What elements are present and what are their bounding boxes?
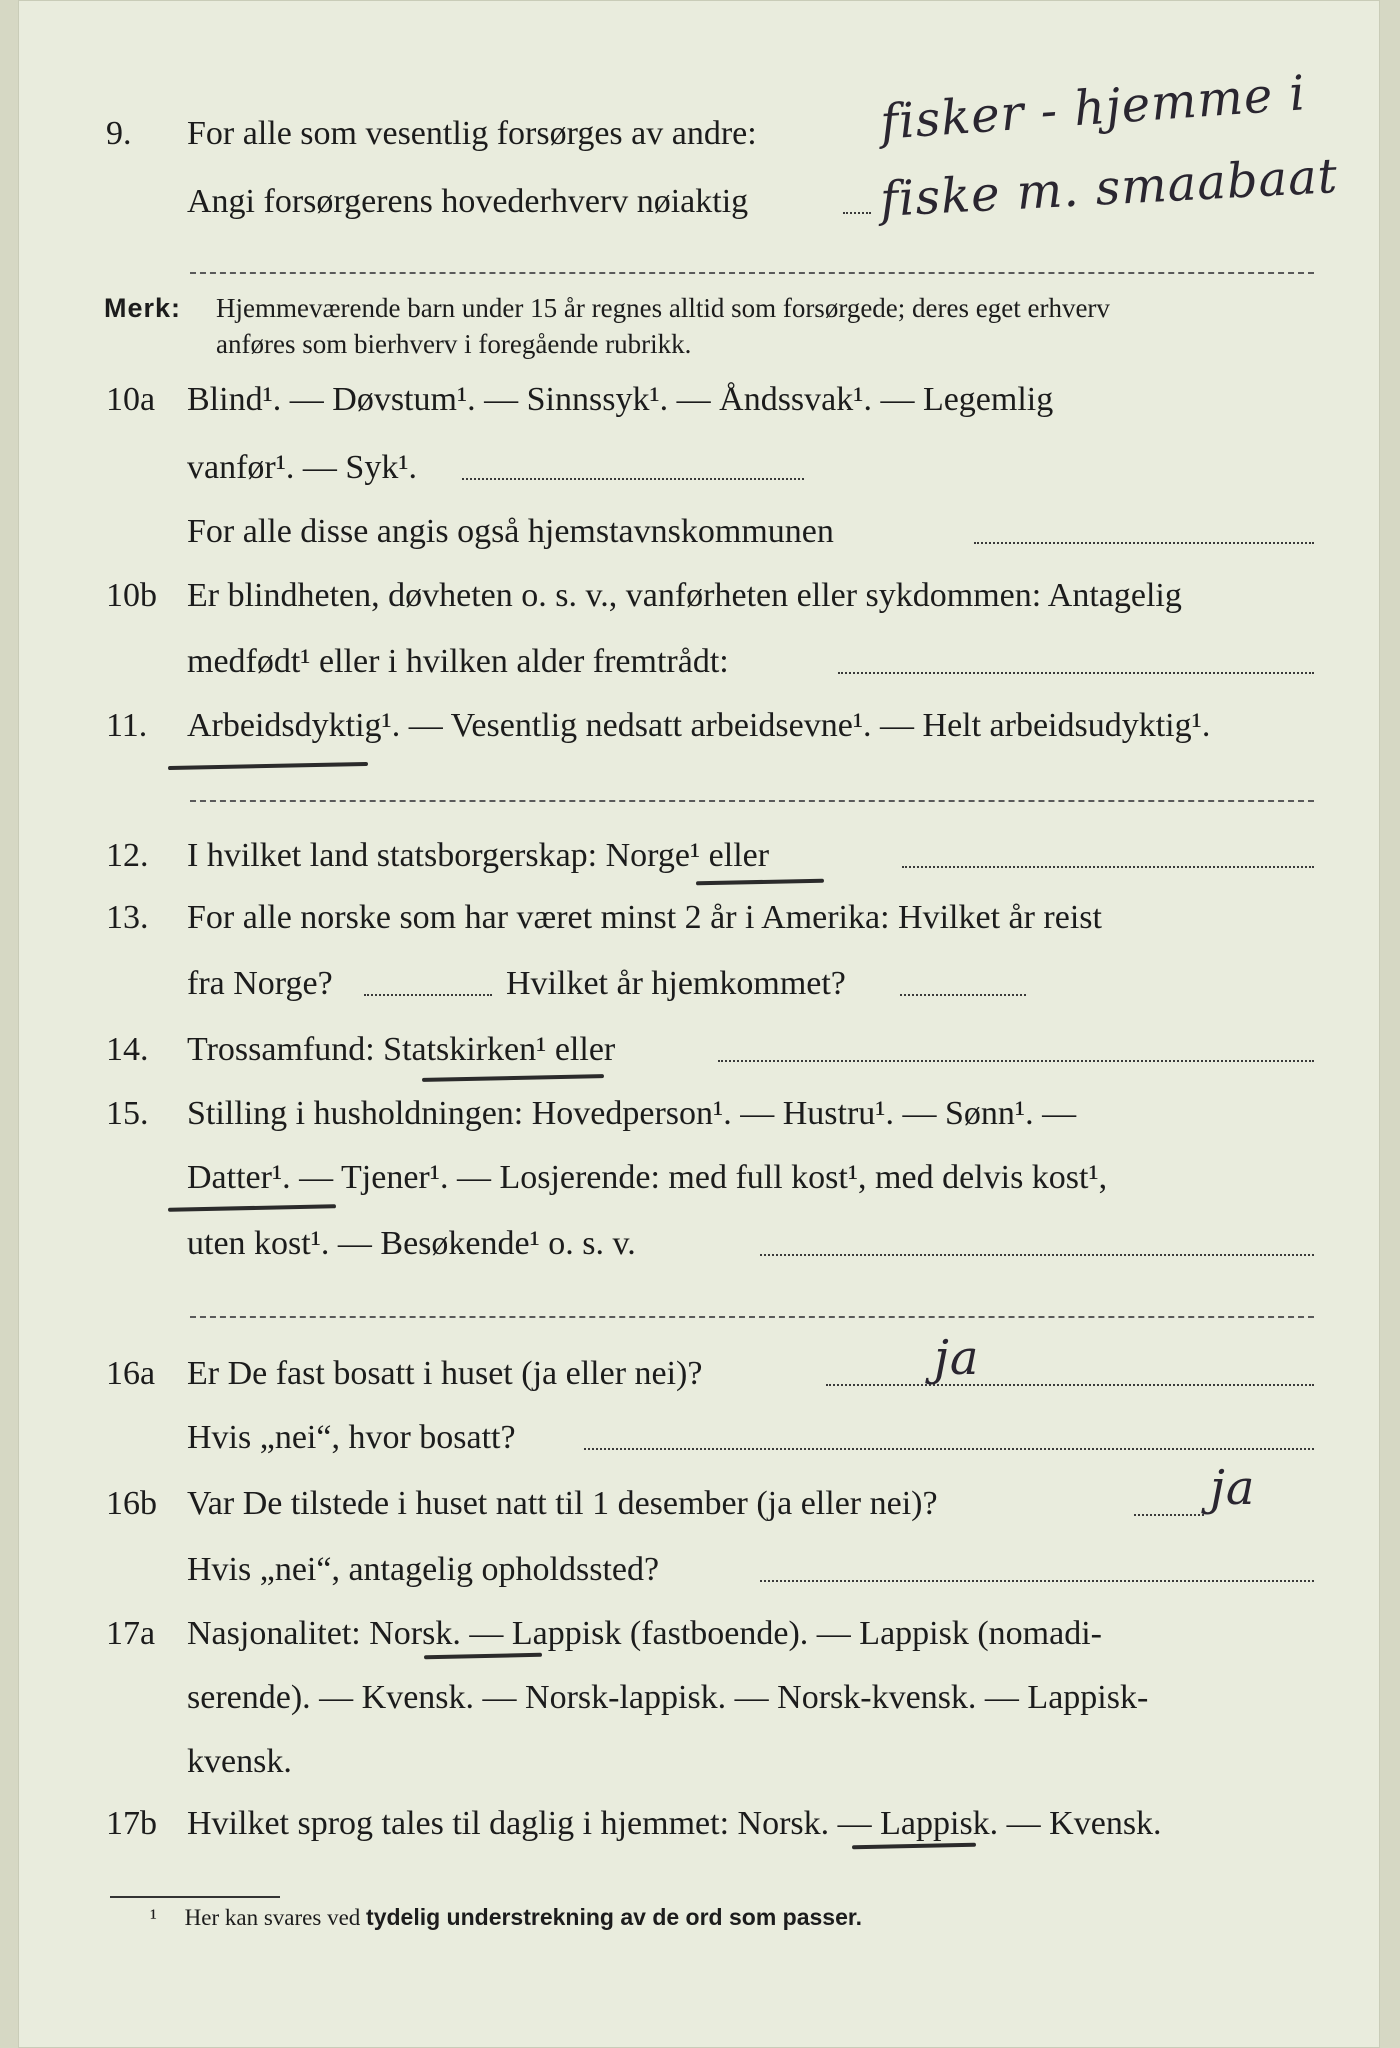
q10a-number: 10a [106, 381, 156, 418]
merk-text: Hjemmeværende barn under 15 år regnes alltid som forsørgede; deres eget erhverv [216, 293, 1110, 323]
q16a-question-2: Hvis „nei“, hvor bosatt? [187, 1419, 516, 1456]
separator-rule-3 [190, 1316, 1314, 1318]
q13-number: 13. [106, 899, 149, 936]
q17a-question-3: kvensk. [187, 1743, 292, 1780]
q12-number: 12. [106, 837, 149, 874]
q16b-handwritten-answer: ja [1210, 1460, 1256, 1516]
q14-question: Trossamfund: Statskirken¹ eller [187, 1031, 616, 1068]
q9-dotted-line [843, 212, 871, 214]
q17a-question: Nasjonalitet: Norsk. — Lappisk (fastboende). — Lappisk (nomadi- [187, 1615, 1102, 1652]
q13-question: For alle norske som har været minst 2 år i Amerika: Hvilket år reist [187, 899, 1102, 936]
q10b-number: 10b [106, 577, 157, 614]
q10a-dotted-line [462, 478, 804, 480]
q10a-question-3: For alle disse angis også hjemstavnskommunen [187, 513, 834, 550]
footnote [150, 1904, 862, 1931]
q15-question-2: Datter¹. — Tjener¹. — Losjerende: med full kost¹, med delvis kost¹, [187, 1159, 1108, 1196]
q16b-question-2: Hvis „nei“, antagelig opholdssted? [187, 1551, 660, 1588]
q14-dotted-line [718, 1060, 1314, 1062]
q15-number: 15. [106, 1095, 149, 1132]
q13-dotted-line-2 [900, 994, 1026, 996]
q12-question: I hvilket land statsborgerskap: Norge¹ eller [187, 837, 770, 874]
q11-question: Arbeidsdyktig¹. — Vesentlig nedsatt arbeidsevne¹. — Helt arbeidsudyktig¹. [187, 707, 1211, 744]
q12-dotted-line [902, 866, 1314, 868]
q9-handwritten-answer-2: fiske m. smaabaat [878, 148, 1340, 228]
q17b-question: Hvilket sprog tales til daglig i hjemmet: Norsk. — Lappisk. — Kvensk. [187, 1805, 1162, 1842]
q13-dotted-line [364, 994, 492, 996]
footnote-text: Her kan svares ved [184, 1905, 361, 1930]
q13-question-2: fra Norge? [187, 965, 333, 1002]
q10b-question: Er blindheten, døvheten o. s. v., vanførheten eller sykdommen: Antagelig [187, 577, 1182, 614]
q16a-dotted-line [826, 1384, 1314, 1386]
q16a-number: 16a [106, 1355, 156, 1392]
q16b-number: 16b [106, 1485, 157, 1522]
q16a-handwritten-answer: ja [934, 1330, 980, 1386]
q15-question: Stilling i husholdningen: Hovedperson¹. — Hustru¹. — Sønn¹. — [187, 1095, 1077, 1132]
footnote-text-bold: tydelig understrekning av de ord som passer. [366, 1904, 862, 1930]
separator-rule-2 [190, 800, 1314, 802]
q10b-dotted-line [838, 672, 1314, 674]
q11-number: 11. [106, 707, 148, 744]
q17b-number: 17b [106, 1805, 157, 1842]
q10a-question-2: vanfør¹. — Syk¹. [187, 449, 418, 486]
merk-text-2: anføres som bierhverv i foregående rubrikk. [216, 329, 692, 359]
q17a-question-2: serende). — Kvensk. — Norsk-lappisk. — Norsk-kvensk. — Lappisk- [187, 1679, 1149, 1716]
q9-handwritten-answer-1: fisker - hjemme i [878, 65, 1308, 151]
separator-rule [190, 272, 1314, 274]
footnote-mark: ¹ [150, 1905, 157, 1930]
q10a-dotted-line-2 [974, 542, 1314, 544]
merk-note-line1 [104, 288, 1110, 328]
q16a-question: Er De fast bosatt i huset (ja eller nei)? [187, 1355, 703, 1392]
q9-question: For alle som vesentlig forsørges av andre: [187, 115, 757, 152]
q16a-dotted-line-2 [584, 1448, 1314, 1450]
footnote-rule [110, 1896, 280, 1898]
q14-number: 14. [106, 1031, 149, 1068]
q15-question-3: uten kost¹. — Besøkende¹ o. s. v. [187, 1225, 636, 1262]
q16b-dotted-line-2 [760, 1580, 1314, 1582]
q10b-question-2: medfødt¹ eller i hvilken alder fremtrådt: [187, 643, 729, 680]
q9-number: 9. [106, 115, 132, 152]
q10a-question: Blind¹. — Døvstum¹. — Sinnssyk¹. — Åndssvak¹. — Legemlig [187, 381, 1054, 418]
q15-dotted-line [760, 1254, 1314, 1256]
q17a-number: 17a [106, 1615, 156, 1652]
q16b-dotted-line [1134, 1514, 1204, 1516]
merk-label: Merk: [104, 293, 182, 323]
q9-question-2: Angi forsørgerens hovederhverv nøiaktig [187, 183, 749, 220]
q13-question-2b: Hvilket år hjemkommet? [506, 965, 846, 1002]
q16b-question: Var De tilstede i huset natt til 1 desember (ja eller nei)? [187, 1485, 938, 1522]
